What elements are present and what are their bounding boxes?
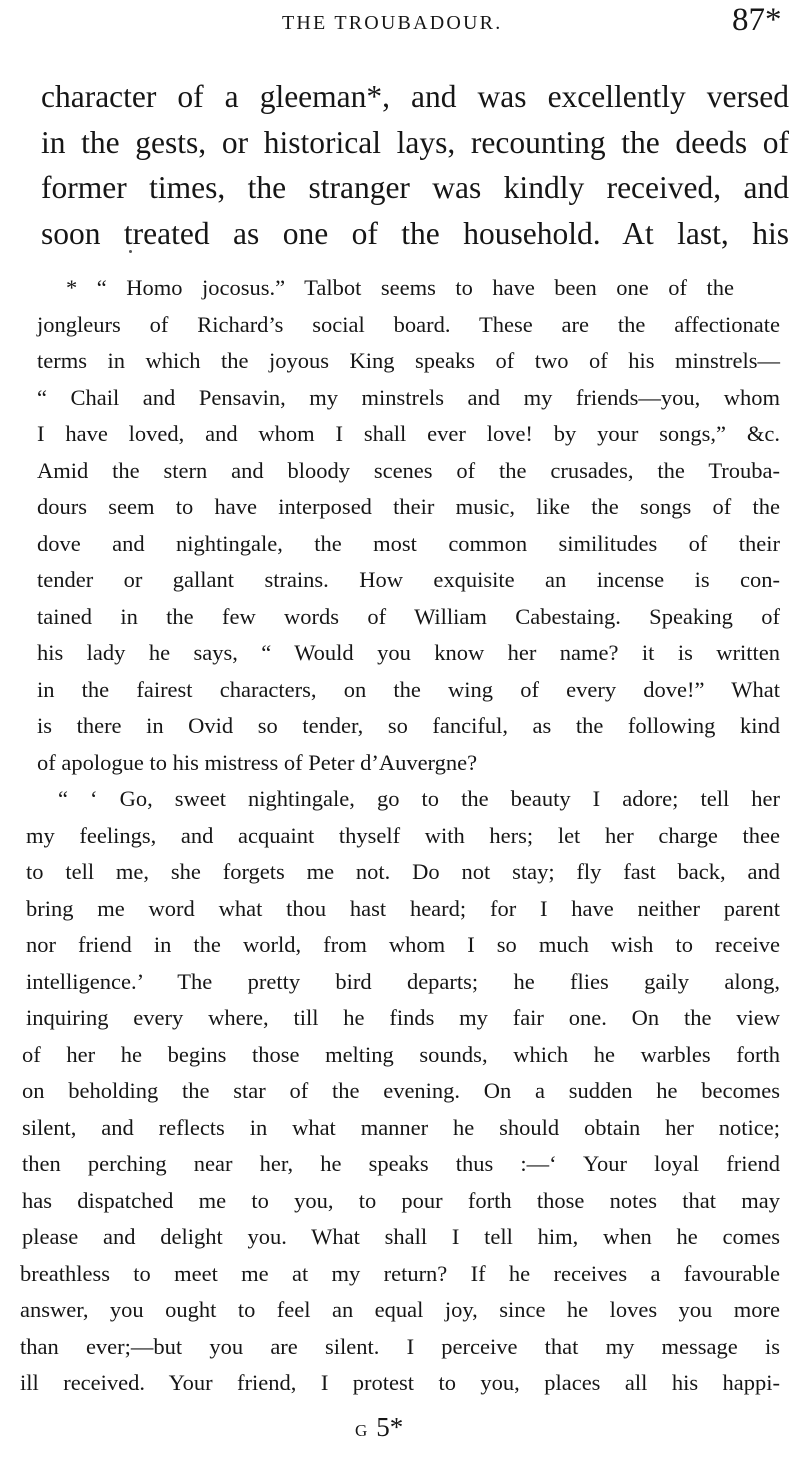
footnote xyxy=(20,270,780,1402)
quote-line: intelligence.’ The pretty bird departs; he flies gaily along, xyxy=(26,968,780,994)
signature-letter: G xyxy=(355,1421,369,1440)
quote-line: please and delight you. What shall I tell him, when he comes xyxy=(22,1224,780,1249)
footnote-line: dove and nightingale, the most common similitudes of their xyxy=(37,530,780,556)
footnote-line: I have loved, and whom I shall ever love! by your songs,” &c. xyxy=(37,421,780,446)
quote-line: bring me word what thou hast heard; for I have neither parent xyxy=(26,895,780,921)
footnote-line: Amid the stern and bloody scenes of the crusades, the Trouba- xyxy=(37,457,780,483)
quote-line: silent, and reflects in what manner he should obtain her notice; xyxy=(22,1114,780,1140)
footnote-line: tender or gallant strains. How exquisite an incense is con- xyxy=(37,567,780,592)
printer-signature xyxy=(355,1412,403,1443)
quote-line: breathless to meet me at my return? If he receives a favourable xyxy=(20,1260,780,1286)
text-line: soon treated as one of the household. At last, his xyxy=(41,215,789,251)
running-title: THE TROUBADOUR. xyxy=(282,12,503,34)
footnote-line: tained in the few words of William Cabestaing. Speaking of xyxy=(37,603,780,629)
text-line: character of a gleeman*, and was excellently versed xyxy=(41,79,789,114)
quote-line: inquiring every where, till he finds my fair one. On the view xyxy=(26,1005,780,1030)
signature-number: 5* xyxy=(376,1412,404,1442)
quote-line: on beholding the star of the evening. On a sudden he becomes xyxy=(22,1078,780,1103)
quote-line: to tell me, she forgets me not. Do not stay; fly fast back, and xyxy=(26,859,780,884)
quote-line: ill received. Your friend, I protest to you, places all his happi- xyxy=(20,1370,780,1395)
footnote-line: jongleurs of Richard’s social board. These are the affectionate xyxy=(37,311,780,337)
text-line: in the gests, or historical lays, recounting the deeds of xyxy=(41,124,789,160)
footnote-line: his lady he says, “ Would you know her name? it is written xyxy=(37,640,780,665)
footnote-line: of apologue to his mistress of Peter d’Auvergne? xyxy=(37,749,478,775)
main-text xyxy=(41,74,789,256)
quote-line: answer, you ought to feel an equal joy, since he loves you more xyxy=(20,1297,780,1322)
quote-line: then perching near her, he speaks thus :—‘ Your loyal friend xyxy=(22,1151,780,1176)
print-speck xyxy=(129,250,132,253)
quote-line: than ever;—but you are silent. I perceive that my message is xyxy=(20,1333,780,1359)
footnote-line: terms in which the joyous King speaks of two of his minstrels— xyxy=(37,348,780,373)
quote-line: of her he begins those melting sounds, which he warbles forth xyxy=(22,1041,780,1067)
footnote-line: in the fairest characters, on the wing of every dove!” What xyxy=(37,676,780,702)
quote-line: has dispatched me to you, to pour forth those notes that may xyxy=(22,1187,780,1213)
text-line: former times, the stranger was kindly received, and xyxy=(41,170,789,205)
page-number: 87* xyxy=(732,2,782,38)
footnote-line: dours seem to have interposed their music, like the songs of the xyxy=(37,494,780,519)
footnote-line: is there in Ovid so tender, so fanciful, as the following kind xyxy=(37,713,780,738)
quote-line: “ ‘ Go, sweet nightingale, go to the beauty I adore; tell her xyxy=(58,786,780,811)
quote-line: nor friend in the world, from whom I so much wish to receive xyxy=(26,932,780,957)
footnote-line: “ Chail and Pensavin, my minstrels and my friends—you, whom xyxy=(37,384,780,410)
footnote-line: * “ Homo jocosus.” Talbot seems to have been one of the xyxy=(66,275,734,300)
quote-line: my feelings, and acquaint thyself with hers; let her charge thee xyxy=(26,822,780,848)
